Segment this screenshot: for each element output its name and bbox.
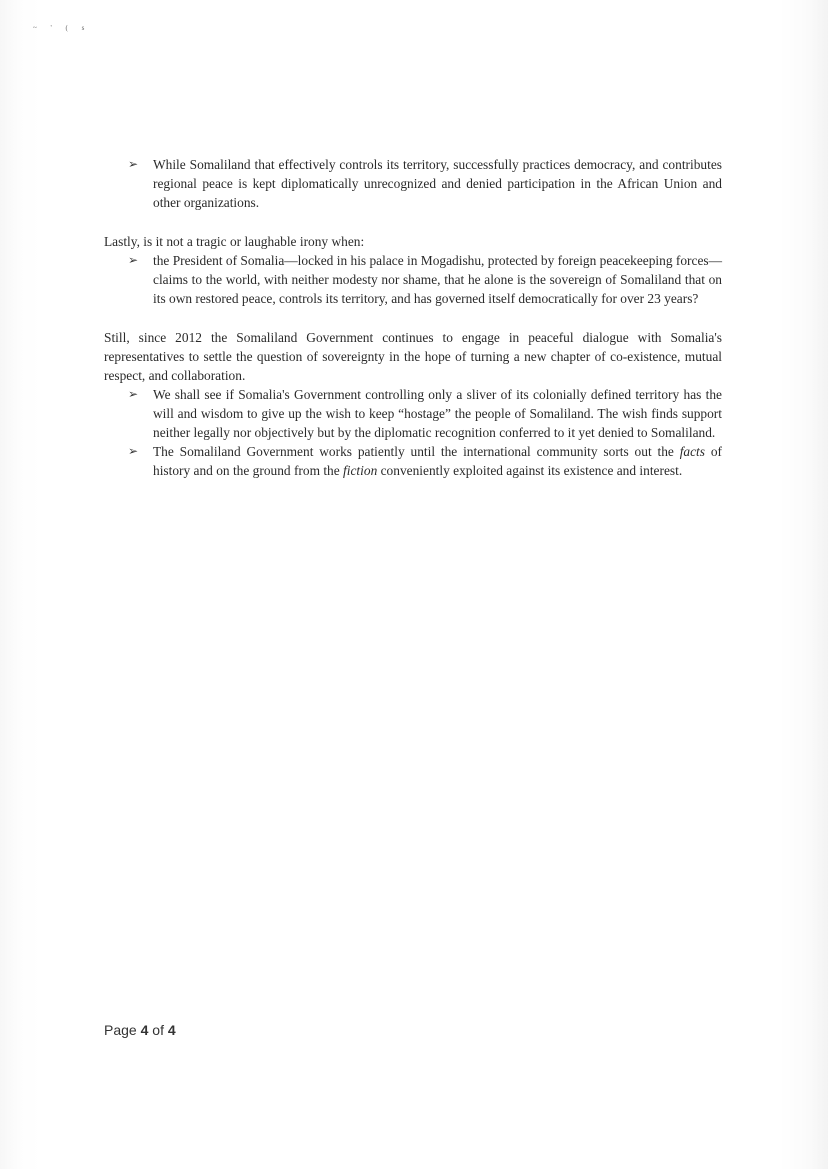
arrow-bullet-icon: ➢	[128, 444, 139, 458]
paragraph-dialogue: Still, since 2012 the Somaliland Government continues to engage in peaceful dialogue with Somalia's representatives to settle the question of sovereignty in the hope of turning a new chapter of co-existence, mutual respect, and collaboration.	[104, 330, 722, 383]
scan-artifact-marks: ~ ' ( s	[33, 24, 91, 32]
page-footer	[104, 1022, 176, 1038]
arrow-bullet-icon: ➢	[128, 157, 139, 171]
bullet-text-part: The Somaliland Government works patiently until the international community sorts out the	[153, 444, 680, 459]
arrow-bullet-icon: ➢	[128, 387, 139, 401]
of-label: of	[152, 1022, 164, 1038]
arrow-bullet-icon: ➢	[128, 253, 139, 267]
bullet-text: We shall see if Somalia's Government controlling only a sliver of its colonially defined territory has the will and wisdom to give up the wish to keep “hostage” the people of Somaliland. The wish finds support neither legally nor objectively but by the diplomatic recognition conferred to it yet denied to Somaliland.	[153, 387, 722, 440]
bullet-list-irony	[104, 251, 722, 308]
paragraph-irony-intro: Lastly, is it not a tragic or laughable irony when:	[104, 234, 365, 249]
total-page-count: 4	[167, 1022, 176, 1038]
list-item	[104, 442, 722, 480]
bullet-text-part: conveniently exploited against its existence and interest.	[377, 463, 683, 478]
current-page-number: 4	[140, 1022, 149, 1038]
bullet-text: While Somaliland that effectively controls its territory, successfully practices democracy, and contributes regional peace is kept diplomatically unrecognized and denied participation in the African Union and other organizations.	[153, 157, 722, 210]
page-label: Page	[104, 1022, 137, 1038]
bullet-list-dialogue	[104, 385, 722, 480]
list-item	[104, 155, 722, 212]
emphasis-facts: facts	[679, 444, 705, 459]
emphasis-fiction: fiction	[343, 463, 378, 478]
document-body	[104, 155, 722, 480]
bullet-text-part: of history and on the ground from the	[153, 444, 722, 478]
list-item	[104, 251, 722, 308]
bullet-list-recognition	[104, 155, 722, 212]
bullet-text: the President of Somalia—locked in his palace in Mogadishu, protected by foreign peacekeeping forces—claims to the world, with neither modesty nor shame, that he alone is the sovereign of Somaliland that on its own restored peace, controls its territory, and has governed itself democratically for over 23 years?	[153, 253, 722, 306]
list-item	[104, 385, 722, 442]
